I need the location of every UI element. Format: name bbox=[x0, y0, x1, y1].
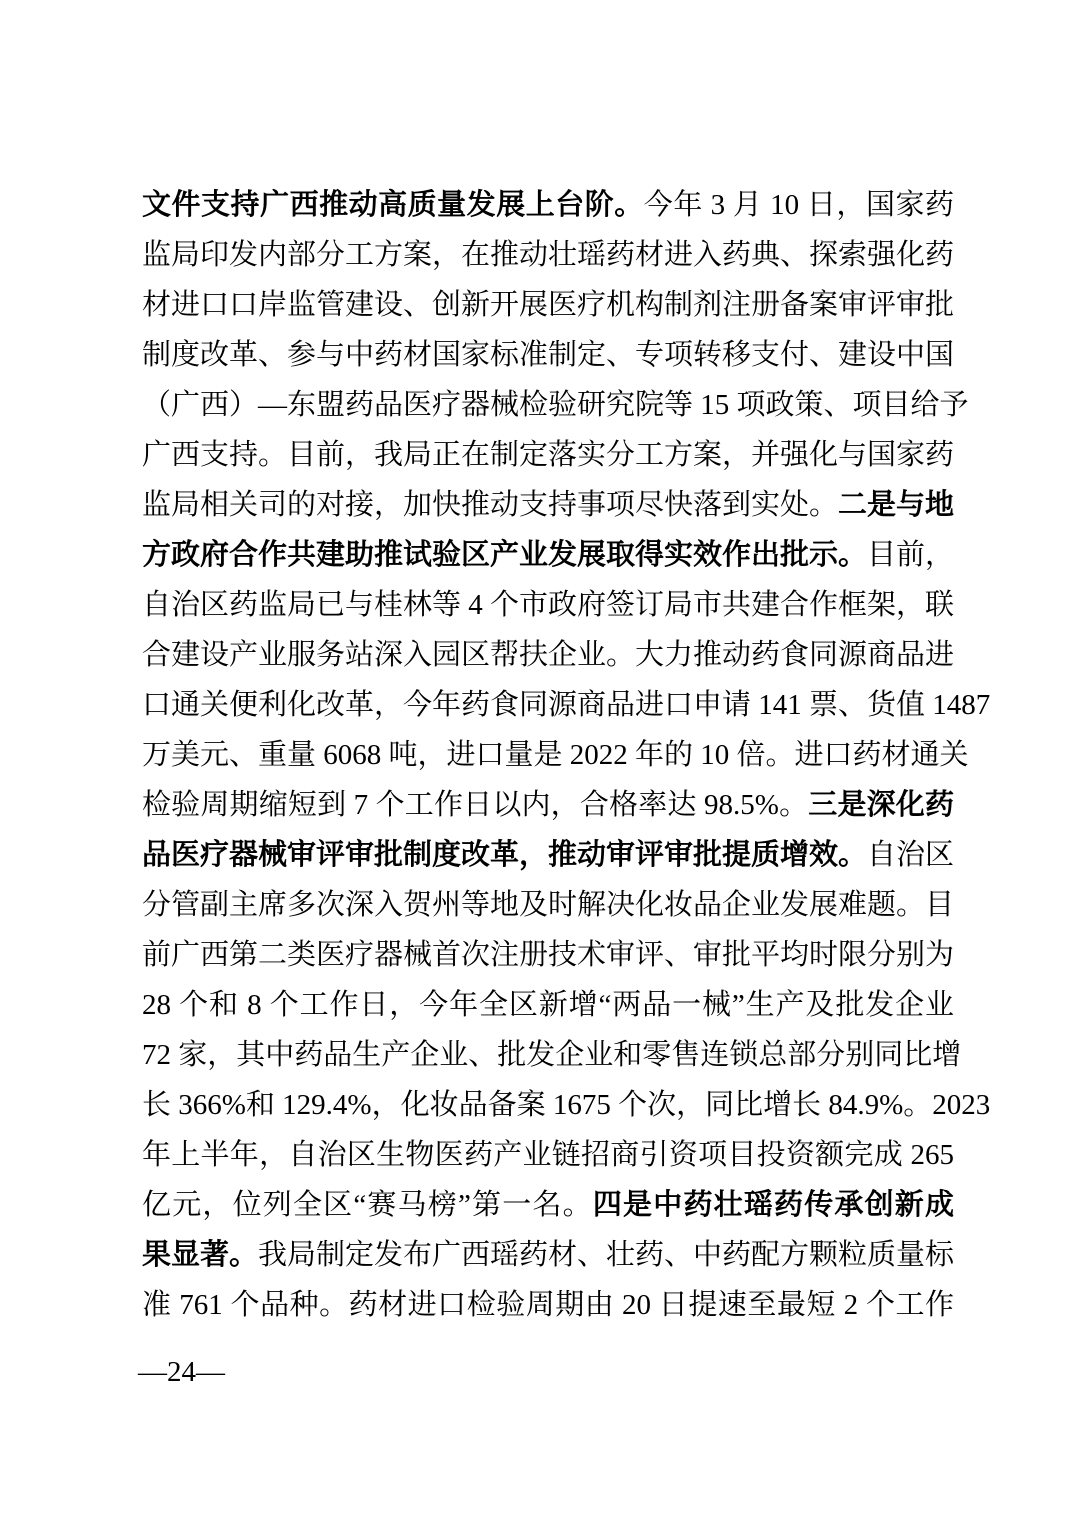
text-segment: 文件支持广西推动高质量发展上台阶。 bbox=[142, 189, 644, 221]
text-line-4 bbox=[142, 330, 954, 380]
document-body bbox=[142, 180, 991, 1330]
text-segment: （广西）—东盟药品医疗器械检验研究院等 15 项政策、项目给予 bbox=[142, 389, 969, 421]
text-line-6 bbox=[142, 430, 954, 480]
text-segment: 三是深化药 bbox=[808, 789, 954, 821]
text-segment: 我局制定发布广西瑶药材、壮药、中药配方颗粒质量标 bbox=[258, 1239, 955, 1271]
text-line-21 bbox=[142, 1180, 954, 1230]
text-segment: 28 个和 8 个工作日，今年全区新增“两品一械”生产及批发企业 bbox=[142, 989, 954, 1021]
text-segment: 准 761 个品种。药材进口检验周期由 20 日提速至最短 2 个工作 bbox=[142, 1289, 954, 1321]
text-segment: 方政府合作共建助推试验区产业发展取得实效作出批示。 bbox=[142, 539, 868, 571]
text-segment: 分管副主席多次深入贺州等地及时解决化妆品企业发展难题。目 bbox=[142, 889, 955, 921]
text-line-19 bbox=[142, 1080, 991, 1130]
text-segment: 二是与地 bbox=[838, 489, 955, 521]
text-line-14 bbox=[142, 830, 954, 880]
page-number: —24— bbox=[138, 1356, 225, 1388]
text-segment: 前广西第二类医疗器械首次注册技术审评、审批平均时限分别为 bbox=[142, 939, 955, 971]
text-segment: 目前， bbox=[867, 539, 955, 571]
text-segment: 合建设产业服务站深入园区帮扶企业。大力推动药食同源商品进 bbox=[142, 639, 955, 671]
text-segment: 口通关便利化改革，今年药食同源商品进口申请 141 票、货值 1487 bbox=[142, 689, 991, 721]
text-line-3 bbox=[142, 280, 954, 330]
text-segment: 年上半年，自治区生物医药产业链招商引资项目投资额完成 265 bbox=[142, 1139, 954, 1171]
text-line-17 bbox=[142, 980, 954, 1030]
text-segment: 监局相关司的对接，加快推动支持事项尽快落到实处。 bbox=[142, 489, 839, 521]
text-segment: 广西支持。目前，我局正在制定落实分工方案，并强化与国家药 bbox=[142, 439, 955, 471]
text-line-20 bbox=[142, 1130, 954, 1180]
text-line-9 bbox=[142, 580, 954, 630]
text-line-15 bbox=[142, 880, 954, 930]
text-segment: 自治区药监局已与桂林等 4 个市政府签订局市共建合作框架，联 bbox=[142, 589, 955, 621]
text-segment: 万美元、重量 6068 吨，进口量是 2022 年的 10 倍。进口药材通关 bbox=[142, 739, 969, 771]
text-line-11 bbox=[142, 680, 991, 730]
text-line-23 bbox=[142, 1280, 954, 1330]
text-segment: 今年 3 月 10 日，国家药 bbox=[643, 189, 954, 221]
text-segment: 监局印发内部分工方案，在推动壮瑶药材进入药典、探索强化药 bbox=[142, 239, 955, 271]
text-line-1 bbox=[142, 180, 954, 230]
text-segment: 材进口口岸监管建设、创新开展医疗机构制剂注册备案审评审批 bbox=[142, 289, 955, 321]
text-line-13 bbox=[142, 780, 954, 830]
text-line-12 bbox=[142, 730, 969, 780]
text-segment: 四是中药壮瑶药传承创新成 bbox=[592, 1189, 954, 1221]
text-line-18 bbox=[142, 1030, 962, 1080]
text-line-22 bbox=[142, 1230, 954, 1280]
text-segment: 亿元，位列全区“赛马榜”第一名。 bbox=[142, 1189, 593, 1221]
text-line-2 bbox=[142, 230, 954, 280]
text-line-7 bbox=[142, 480, 954, 530]
text-segment: 制度改革、参与中药材国家标准制定、专项转移支付、建设中国 bbox=[142, 339, 955, 371]
text-segment: 自治区 bbox=[867, 839, 955, 871]
text-line-16 bbox=[142, 930, 954, 980]
text-segment: 检验周期缩短到 7 个工作日以内，合格率达 98.5%。 bbox=[142, 789, 809, 821]
text-segment: 72 家，其中药品生产企业、批发企业和零售连锁总部分别同比增 bbox=[142, 1039, 962, 1071]
text-line-5 bbox=[142, 380, 969, 430]
text-segment: 长 366%和 129.4%，化妆品备案 1675 个次，同比增长 84.9%。2023 bbox=[142, 1089, 991, 1121]
text-segment: 果显著。 bbox=[142, 1239, 259, 1271]
text-line-8 bbox=[142, 530, 954, 580]
text-line-10 bbox=[142, 630, 954, 680]
text-segment: 品医疗器械审评审批制度改革，推动审评审批提质增效。 bbox=[142, 839, 868, 871]
